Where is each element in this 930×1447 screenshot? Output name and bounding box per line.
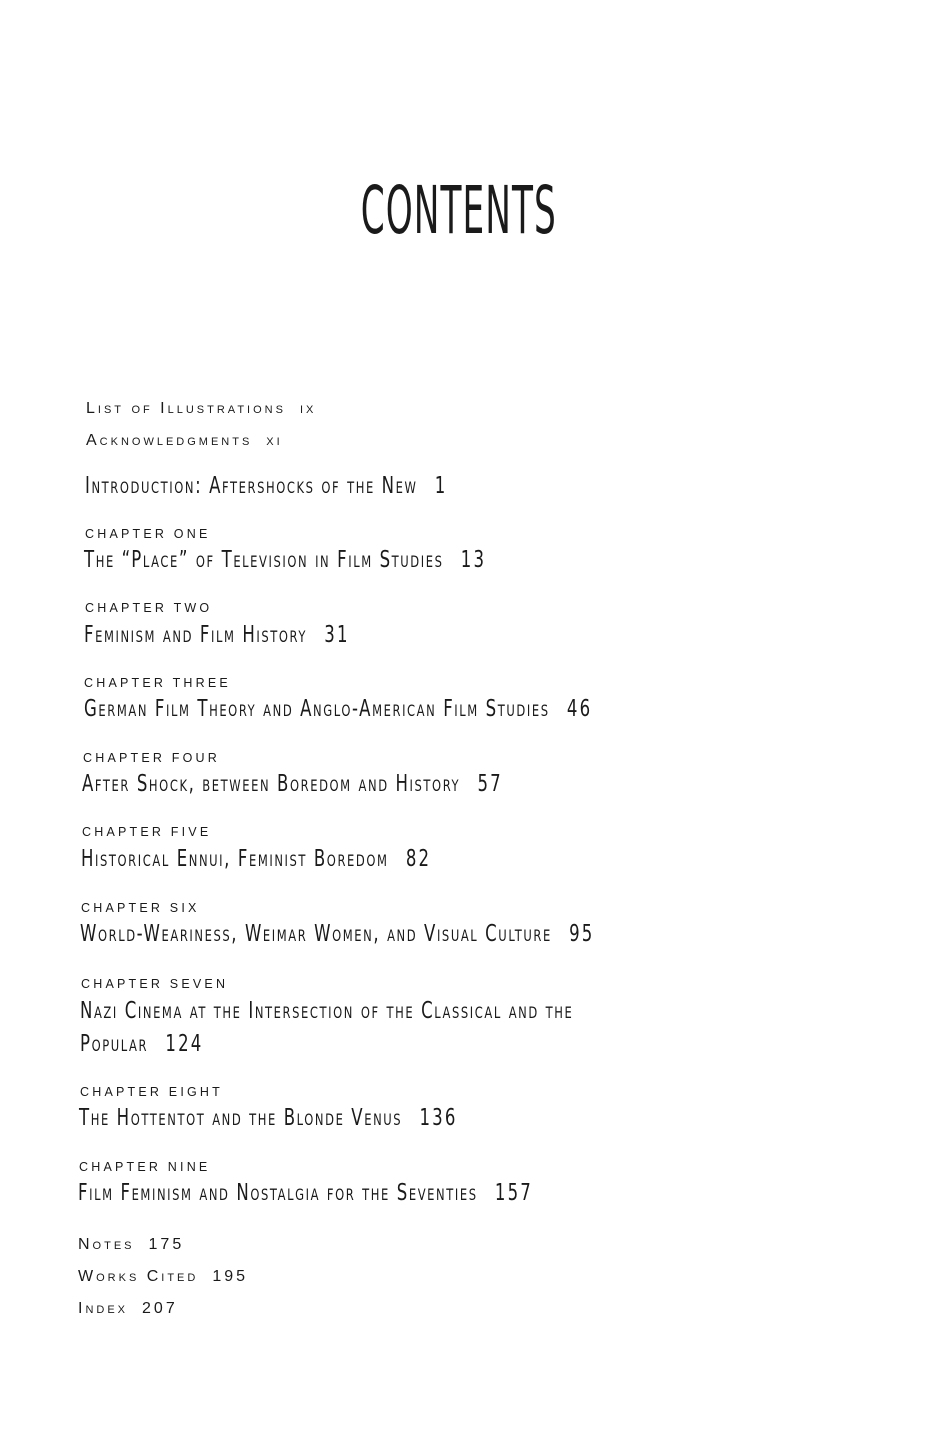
toc-entry-introduction[interactable] bbox=[85, 473, 447, 499]
toc-entry-list-of-illustrations[interactable] bbox=[86, 400, 316, 418]
toc-entry-chapter-one[interactable] bbox=[84, 547, 486, 573]
chapter-label: CHAPTER ONE bbox=[85, 527, 211, 541]
toc-entry-acknowledgments[interactable] bbox=[86, 432, 283, 450]
chapter-label: CHAPTER NINE bbox=[79, 1160, 211, 1174]
entry-page-number: 13 bbox=[460, 547, 487, 573]
chapter-label: CHAPTER THREE bbox=[84, 676, 231, 690]
entry-title: Feminism and Film History bbox=[84, 622, 308, 648]
entry-page-number: 136 bbox=[419, 1105, 458, 1131]
entry-title: List of Illustrations bbox=[86, 400, 286, 417]
entry-title: Notes bbox=[78, 1236, 135, 1253]
entry-page-number: 57 bbox=[477, 771, 503, 797]
chapter-label: CHAPTER TWO bbox=[85, 601, 213, 615]
chapter-label: CHAPTER FIVE bbox=[82, 825, 212, 839]
chapter-label: CHAPTER SIX bbox=[81, 901, 200, 915]
toc-entry-chapter-four[interactable] bbox=[82, 771, 503, 797]
entry-title: Index bbox=[78, 1300, 129, 1317]
entry-title: Popular bbox=[80, 1031, 149, 1057]
entry-page-number: xi bbox=[266, 432, 283, 449]
entry-page-number: 175 bbox=[148, 1236, 185, 1253]
entry-page-number: 82 bbox=[405, 846, 432, 872]
toc-entry-chapter-seven-continued[interactable] bbox=[80, 1031, 203, 1057]
entry-page-number: 207 bbox=[142, 1300, 178, 1317]
entry-title: The Hottentot and the Blonde Venus bbox=[79, 1105, 403, 1131]
entry-page-number: ix bbox=[299, 400, 317, 417]
chapter-label: CHAPTER EIGHT bbox=[80, 1085, 223, 1099]
toc-entry-chapter-two[interactable] bbox=[84, 622, 350, 648]
entry-page-number: 1 bbox=[434, 473, 448, 499]
toc-entry-chapter-six[interactable] bbox=[80, 921, 595, 947]
entry-page-number: 95 bbox=[569, 921, 595, 947]
toc-entry-chapter-eight[interactable] bbox=[79, 1105, 458, 1131]
entry-page-number: 124 bbox=[165, 1031, 204, 1057]
entry-title: After Shock, between Boredom and History bbox=[82, 771, 461, 797]
chapter-label: CHAPTER SEVEN bbox=[81, 977, 229, 991]
page-title: CONTENTS bbox=[360, 172, 557, 249]
toc-entry-chapter-five[interactable] bbox=[81, 846, 431, 872]
entry-page-number: 46 bbox=[566, 696, 593, 722]
toc-entry-index[interactable] bbox=[78, 1300, 178, 1318]
toc-entry-chapter-nine[interactable] bbox=[78, 1180, 533, 1206]
entry-title: Introduction: Aftershocks of the New bbox=[85, 473, 418, 499]
entry-page-number: 195 bbox=[212, 1268, 249, 1285]
toc-entry-chapter-three[interactable] bbox=[84, 696, 592, 722]
entry-title: World-Weariness, Weimar Women, and Visual Culture bbox=[80, 921, 552, 947]
entry-title: Historical Ennui, Feminist Boredom bbox=[81, 846, 389, 872]
toc-entry-notes[interactable] bbox=[78, 1236, 184, 1254]
toc-entry-works-cited[interactable] bbox=[78, 1268, 248, 1286]
entry-title: Nazi Cinema at the Intersection of the Classical and the bbox=[80, 998, 574, 1024]
chapter-label: CHAPTER FOUR bbox=[83, 751, 221, 765]
entry-title: Acknowledgments bbox=[86, 432, 253, 449]
entry-title: German Film Theory and Anglo-American Film Studies bbox=[84, 696, 550, 722]
toc-entry-chapter-seven[interactable] bbox=[80, 998, 573, 1024]
entry-page-number: 31 bbox=[324, 622, 350, 648]
entry-page-number: 157 bbox=[494, 1180, 533, 1206]
entry-title: Film Feminism and Nostalgia for the Seventies bbox=[78, 1180, 478, 1206]
entry-title: The “Place” of Television in Film Studies bbox=[84, 547, 444, 573]
entry-title: Works Cited bbox=[78, 1268, 199, 1285]
